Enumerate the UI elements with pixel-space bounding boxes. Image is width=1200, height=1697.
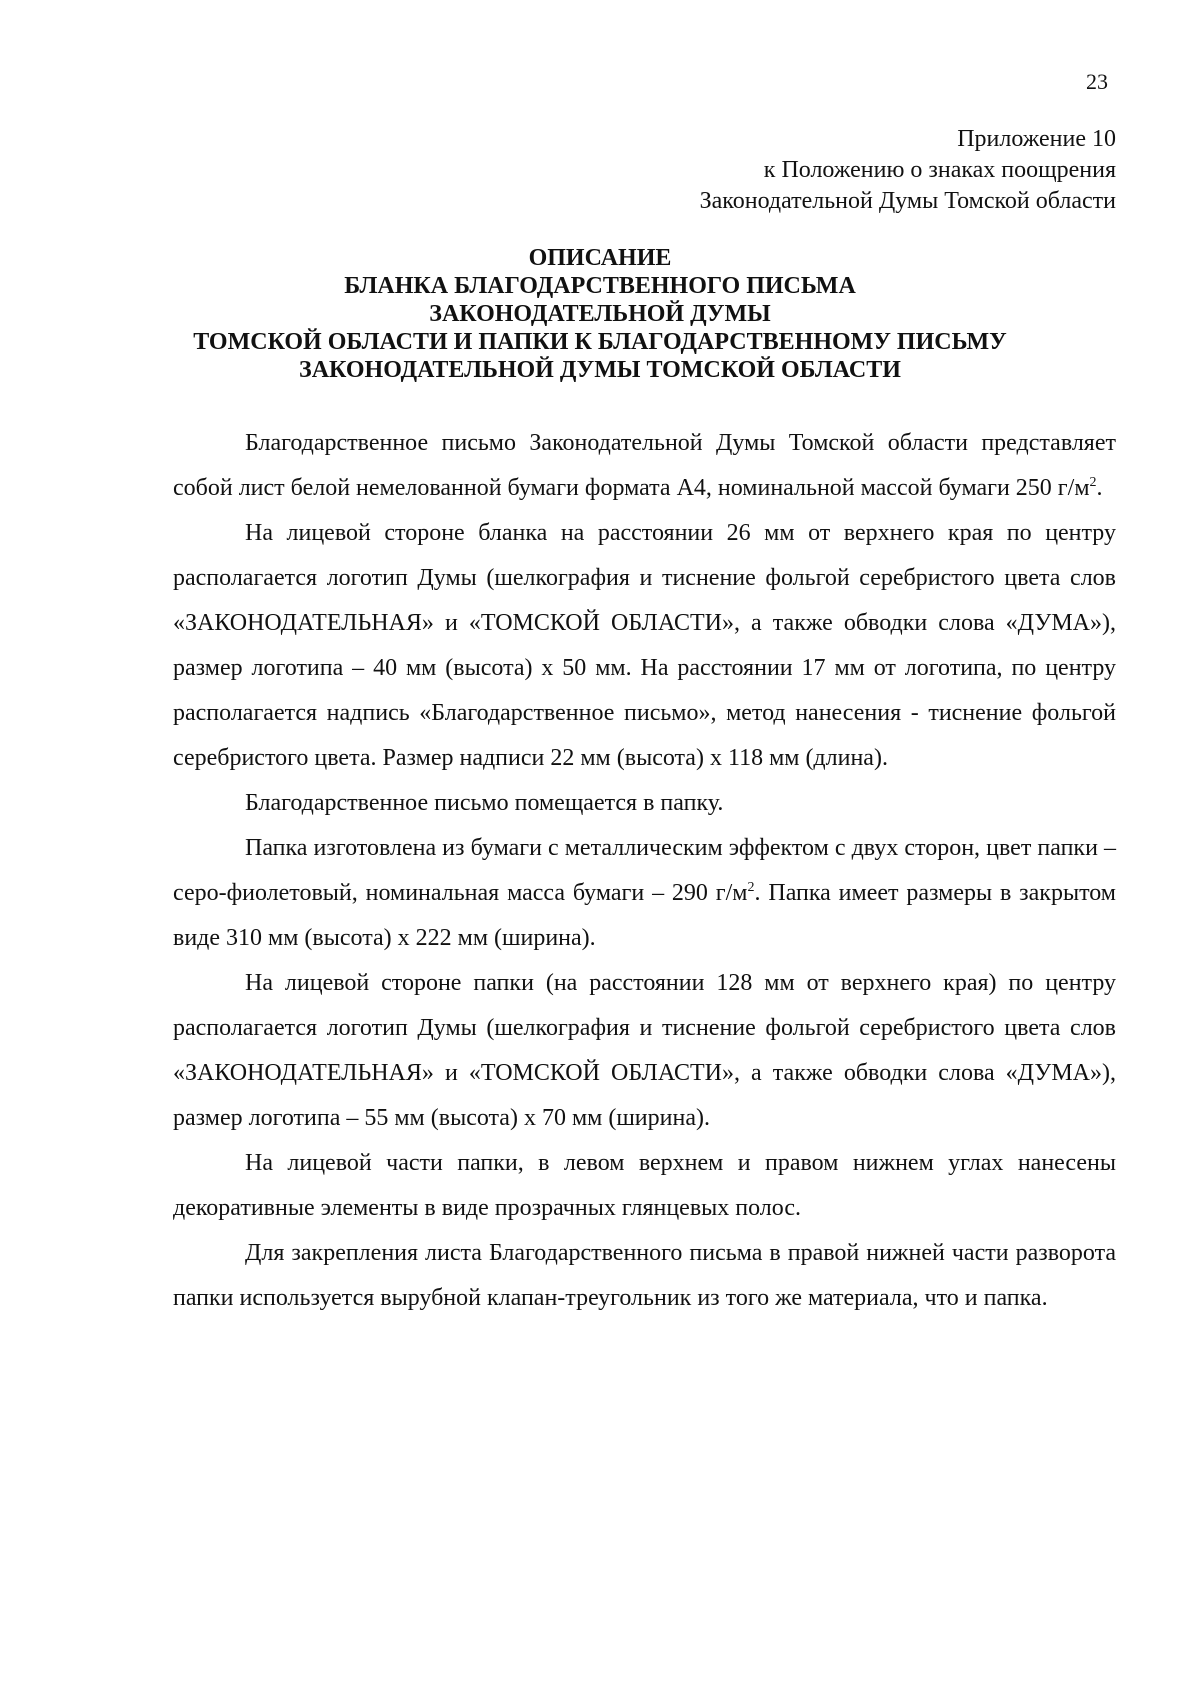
paragraph-3: Благодарственное письмо помещается в папку. — [245, 790, 724, 816]
paragraph-7: Для закрепления листа Благодарственного письма в правой нижней части разворота папки используется вырубной клапан-треугольник из того же материала, что и папка. — [173, 1240, 1116, 1311]
paragraph-2: На лицевой стороне бланка на расстоянии 26 мм от верхнего края по центру располагается логотип Думы (шелкография и тиснение фольгой серебристого цвета слов «ЗАКОНОДАТЕЛЬНАЯ» и «ТОМСКОЙ ОБЛАСТИ», а также обводки слова «ДУМА»), размер логотипа – 40 мм (высота) х 50 мм. На расстоянии 17 мм от логотипа, по центру располагается надпись «Благодарственное письмо», метод нанесения - тиснение фольгой серебристого цвета. Размер надписи 22 мм (высота) х 118 мм (длина). — [173, 520, 1116, 771]
title-line-2: БЛАНКА БЛАГОДАРСТВЕННОГО ПИСЬМА — [344, 273, 856, 299]
page-number: 23 — [1086, 69, 1108, 94]
attachment-line-1: Приложение 10 — [957, 126, 1116, 152]
document-title — [0, 244, 1200, 384]
paragraph-4 — [173, 826, 1116, 961]
attachment-line-2: к Положению о знаках поощрения — [763, 157, 1116, 183]
attachment-header — [700, 124, 1116, 217]
paragraph-6: На лицевой части папки, в левом верхнем и правом нижнем углах нанесены декоративные элементы в виде прозрачных глянцевых полос. — [173, 1150, 1116, 1221]
paragraph-1 — [173, 421, 1116, 511]
title-line-4: ТОМСКОЙ ОБЛАСТИ И ПАПКИ К БЛАГОДАРСТВЕННОМУ ПИСЬМУ — [193, 329, 1007, 355]
title-line-3: ЗАКОНОДАТЕЛЬНОЙ ДУМЫ — [429, 301, 771, 327]
title-line-5: ЗАКОНОДАТЕЛЬНОЙ ДУМЫ ТОМСКОЙ ОБЛАСТИ — [299, 357, 901, 383]
paragraph-1-text: Благодарственное письмо Законодательной Думы Томской области представляет собой лист белой немелованной бумаги формата А4, номинальной массой бумаги 250 г/м — [173, 430, 1116, 501]
document-body — [173, 421, 1116, 1321]
paragraph-1-superscript: 2 — [1089, 475, 1097, 490]
paragraph-4-text: Папка изготовлена из бумаги с металлическим эффектом с двух сторон, цвет папки – серо-фиолетовый, номинальная масса бумаги – 290 г/м — [173, 835, 1116, 906]
paragraph-4-end: . Папка имеет размеры в закрытом виде 310 мм (высота) х 222 мм (ширина). — [173, 880, 1116, 951]
attachment-line-3: Законодательной Думы Томской области — [699, 188, 1116, 214]
paragraph-1-end: . — [1096, 475, 1103, 501]
paragraph-5: На лицевой стороне папки (на расстоянии 128 мм от верхнего края) по центру располагается логотип Думы (шелкография и тиснение фольгой серебристого цвета слов «ЗАКОНОДАТЕЛЬНАЯ» и «ТОМСКОЙ ОБЛАСТИ», а также обводки слова «ДУМА»), размер логотипа – 55 мм (высота) х 70 мм (ширина). — [173, 970, 1116, 1131]
paragraph-4-superscript: 2 — [747, 880, 755, 895]
title-line-1: ОПИСАНИЕ — [528, 245, 672, 271]
